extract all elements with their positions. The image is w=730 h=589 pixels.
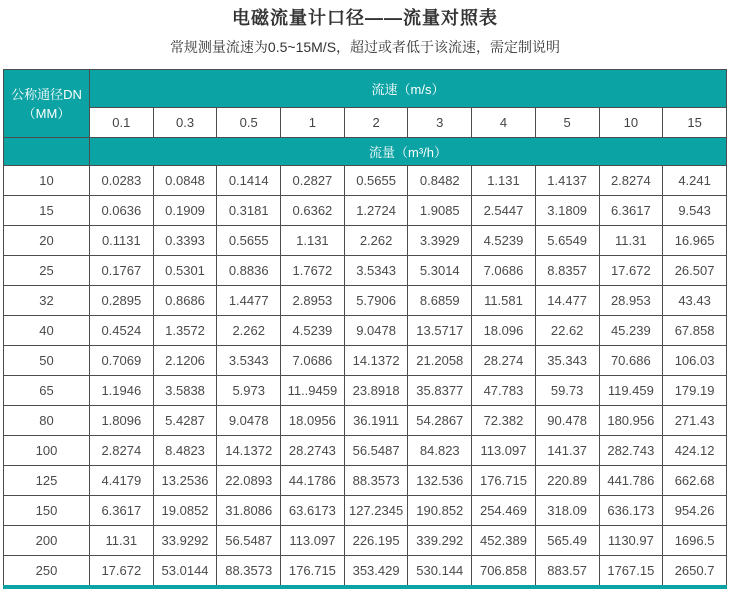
velocity-label-row — [4, 70, 727, 108]
flow-value-cell: 565.49 — [535, 526, 599, 556]
velocity-header-cell: 0.3 — [153, 108, 217, 138]
flow-value-cell: 179.19 — [663, 376, 727, 406]
flow-value-cell: 0.8836 — [217, 256, 281, 286]
flow-value-cell: 22.0893 — [217, 466, 281, 496]
flow-value-cell: 424.12 — [663, 436, 727, 466]
flow-value-cell: 3.1809 — [535, 196, 599, 226]
flow-value-cell: 14.1372 — [344, 346, 408, 376]
flow-value-cell: 5.973 — [217, 376, 281, 406]
flow-value-cell: 59.73 — [535, 376, 599, 406]
flow-value-cell: 954.26 — [663, 496, 727, 526]
flow-value-cell: 0.7069 — [90, 346, 154, 376]
flow-value-cell: 113.097 — [472, 436, 536, 466]
flow-value-cell: 0.6362 — [281, 196, 345, 226]
flow-value-cell: 2.262 — [344, 226, 408, 256]
flow-value-cell: 11.31 — [599, 226, 663, 256]
flow-value-cell: 1.4137 — [535, 166, 599, 196]
flow-value-cell: 28.274 — [472, 346, 536, 376]
flow-value-cell: 2.262 — [217, 316, 281, 346]
table-row — [4, 196, 727, 226]
flow-value-cell: 54.2867 — [408, 406, 472, 436]
flow-value-cell: 0.8686 — [153, 286, 217, 316]
dn-cell: 80 — [4, 406, 90, 436]
flow-value-cell: 119.459 — [599, 376, 663, 406]
table-row — [4, 526, 727, 556]
flow-value-cell: 180.956 — [599, 406, 663, 436]
flow-table-body — [4, 166, 727, 588]
flow-value-cell: 22.62 — [535, 316, 599, 346]
flow-value-cell: 44.1786 — [281, 466, 345, 496]
flow-value-cell: 7.0686 — [472, 256, 536, 286]
flow-value-cell: 18.096 — [472, 316, 536, 346]
flow-value-cell: 1.2724 — [344, 196, 408, 226]
flow-value-cell: 56.5487 — [217, 526, 281, 556]
flow-value-cell: 1.3572 — [153, 316, 217, 346]
flow-value-cell: 0.1414 — [217, 166, 281, 196]
flow-value-cell: 17.672 — [90, 556, 154, 588]
flow-value-cell: 2.8274 — [599, 166, 663, 196]
flow-value-cell: 2650.7 — [663, 556, 727, 588]
flow-value-cell: 0.8482 — [408, 166, 472, 196]
flow-value-cell: 2.8953 — [281, 286, 345, 316]
dn-cell: 250 — [4, 556, 90, 588]
flow-value-cell: 176.715 — [281, 556, 345, 588]
table-row — [4, 436, 727, 466]
dn-cell: 20 — [4, 226, 90, 256]
velocity-header-cell: 1 — [281, 108, 345, 138]
flow-value-cell: 28.953 — [599, 286, 663, 316]
flow-value-cell: 883.57 — [535, 556, 599, 588]
page-subtitle: 常规测量流速为0.5~15M/S，超过或者低于该流速，需定制说明 — [169, 39, 561, 55]
dn-cell: 15 — [4, 196, 90, 226]
flow-value-cell: 72.382 — [472, 406, 536, 436]
flow-value-cell: 33.9292 — [153, 526, 217, 556]
flow-value-cell: 6.3617 — [599, 196, 663, 226]
flow-value-cell: 88.3573 — [217, 556, 281, 588]
table-row — [4, 286, 727, 316]
flow-value-cell: 0.5655 — [217, 226, 281, 256]
flow-value-cell: 11.31 — [90, 526, 154, 556]
flow-value-cell: 282.743 — [599, 436, 663, 466]
flow-value-cell: 8.8357 — [535, 256, 599, 286]
table-row — [4, 226, 727, 256]
flow-value-cell: 11..9459 — [281, 376, 345, 406]
flow-value-cell: 452.389 — [472, 526, 536, 556]
flow-value-cell: 4.241 — [663, 166, 727, 196]
flow-value-cell: 254.469 — [472, 496, 536, 526]
table-row — [4, 256, 727, 286]
flow-value-cell: 141.37 — [535, 436, 599, 466]
page-title: 电磁流量计口径——流量对照表 — [232, 8, 498, 28]
flow-value-cell: 271.43 — [663, 406, 727, 436]
flow-value-cell: 9.0478 — [217, 406, 281, 436]
flow-value-cell: 0.1131 — [90, 226, 154, 256]
dn-cell: 65 — [4, 376, 90, 406]
flow-value-cell: 14.477 — [535, 286, 599, 316]
flow-value-cell: 441.786 — [599, 466, 663, 496]
flow-value-cell: 9.543 — [663, 196, 727, 226]
dn-cell: 150 — [4, 496, 90, 526]
flow-value-cell: 106.03 — [663, 346, 727, 376]
flow-value-cell: 353.429 — [344, 556, 408, 588]
flow-value-cell: 0.2895 — [90, 286, 154, 316]
flow-value-cell: 1.8096 — [90, 406, 154, 436]
flow-value-cell: 1696.5 — [663, 526, 727, 556]
flow-value-cell: 45.239 — [599, 316, 663, 346]
flow-value-cell: 84.823 — [408, 436, 472, 466]
corner-header-line2: （MM） — [22, 105, 71, 121]
table-row — [4, 346, 727, 376]
flow-value-cell: 1.1946 — [90, 376, 154, 406]
dn-cell: 200 — [4, 526, 90, 556]
corner-header-line1: 公称通径DN — [11, 86, 82, 102]
flow-value-cell: 21.2058 — [408, 346, 472, 376]
dn-cell: 50 — [4, 346, 90, 376]
flow-value-cell: 1.4477 — [217, 286, 281, 316]
flow-group-header: 流量（m³/h） — [90, 138, 727, 166]
dn-cell: 25 — [4, 256, 90, 286]
flow-value-cell: 127.2345 — [344, 496, 408, 526]
flow-value-cell: 11.581 — [472, 286, 536, 316]
velocity-header-cell: 10 — [599, 108, 663, 138]
flow-value-cell: 3.5343 — [344, 256, 408, 286]
velocity-header-cell: 15 — [663, 108, 727, 138]
table-row — [4, 406, 727, 436]
flow-value-cell: 36.1911 — [344, 406, 408, 436]
table-row — [4, 466, 727, 496]
dn-cell: 10 — [4, 166, 90, 196]
flow-label-spacer-cell — [4, 138, 90, 166]
flow-value-cell: 0.5301 — [153, 256, 217, 286]
flow-value-cell: 47.783 — [472, 376, 536, 406]
flow-value-cell: 0.0283 — [90, 166, 154, 196]
flow-value-cell: 26.507 — [663, 256, 727, 286]
velocity-header-cell: 4 — [472, 108, 536, 138]
flow-value-cell: 8.4823 — [153, 436, 217, 466]
flow-value-cell: 113.097 — [281, 526, 345, 556]
flow-value-cell: 53.0144 — [153, 556, 217, 588]
flow-value-cell: 5.4287 — [153, 406, 217, 436]
flow-value-cell: 7.0686 — [281, 346, 345, 376]
flow-value-cell: 636.173 — [599, 496, 663, 526]
flow-value-cell: 226.195 — [344, 526, 408, 556]
velocity-header-cell: 2 — [344, 108, 408, 138]
flow-value-cell: 14.1372 — [217, 436, 281, 466]
flow-value-cell: 339.292 — [408, 526, 472, 556]
flow-value-cell: 67.858 — [663, 316, 727, 346]
flow-value-cell: 8.6859 — [408, 286, 472, 316]
flow-value-cell: 3.5343 — [217, 346, 281, 376]
table-row — [4, 556, 727, 588]
flow-value-cell: 2.1206 — [153, 346, 217, 376]
flow-value-cell: 70.686 — [599, 346, 663, 376]
flow-value-cell: 706.858 — [472, 556, 536, 588]
flow-value-cell: 13.2536 — [153, 466, 217, 496]
velocity-header-cell: 5 — [535, 108, 599, 138]
flow-value-cell: 0.0848 — [153, 166, 217, 196]
flow-value-cell: 190.852 — [408, 496, 472, 526]
flow-value-cell: 1130.97 — [599, 526, 663, 556]
velocity-header-cell: 3 — [408, 108, 472, 138]
flow-value-cell: 176.715 — [472, 466, 536, 496]
flow-value-cell: 16.965 — [663, 226, 727, 256]
flow-value-cell: 3.3929 — [408, 226, 472, 256]
flow-value-cell: 1.131 — [281, 226, 345, 256]
flow-value-cell: 3.5838 — [153, 376, 217, 406]
table-row — [4, 166, 727, 196]
flow-value-cell: 43.43 — [663, 286, 727, 316]
table-row — [4, 376, 727, 406]
dn-cell: 40 — [4, 316, 90, 346]
corner-header-cell — [4, 70, 90, 138]
flow-value-cell: 35.343 — [535, 346, 599, 376]
flow-value-cell: 318.09 — [535, 496, 599, 526]
flow-value-cell: 2.5447 — [472, 196, 536, 226]
flow-value-cell: 56.5487 — [344, 436, 408, 466]
flow-value-cell: 2.8274 — [90, 436, 154, 466]
flow-value-cell: 0.1909 — [153, 196, 217, 226]
flow-value-cell: 31.8086 — [217, 496, 281, 526]
velocity-header-cell: 0.5 — [217, 108, 281, 138]
flow-value-cell: 18.0956 — [281, 406, 345, 436]
flow-value-cell: 13.5717 — [408, 316, 472, 346]
flow-value-cell: 1.7672 — [281, 256, 345, 286]
flow-value-cell: 1.131 — [472, 166, 536, 196]
flow-value-cell: 0.0636 — [90, 196, 154, 226]
dn-cell: 100 — [4, 436, 90, 466]
dn-cell: 125 — [4, 466, 90, 496]
flow-value-cell: 0.1767 — [90, 256, 154, 286]
flow-value-cell: 19.0852 — [153, 496, 217, 526]
flow-value-cell: 662.68 — [663, 466, 727, 496]
flow-value-cell: 17.672 — [599, 256, 663, 286]
flow-value-cell: 0.3393 — [153, 226, 217, 256]
flow-value-cell: 0.2827 — [281, 166, 345, 196]
table-row — [4, 316, 727, 346]
flow-value-cell: 5.6549 — [535, 226, 599, 256]
table-row — [4, 496, 727, 526]
flow-value-cell: 4.5239 — [281, 316, 345, 346]
flow-value-cell: 1.9085 — [408, 196, 472, 226]
flow-value-cell: 132.536 — [408, 466, 472, 496]
flow-value-cell: 5.7906 — [344, 286, 408, 316]
flow-value-cell: 88.3573 — [344, 466, 408, 496]
flow-value-cell: 220.89 — [535, 466, 599, 496]
flow-value-cell: 90.478 — [535, 406, 599, 436]
flow-value-cell: 0.4524 — [90, 316, 154, 346]
flow-value-cell: 1767.15 — [599, 556, 663, 588]
flow-value-cell: 9.0478 — [344, 316, 408, 346]
flow-value-cell: 530.144 — [408, 556, 472, 588]
flow-value-cell: 28.2743 — [281, 436, 345, 466]
dn-cell: 32 — [4, 286, 90, 316]
flow-label-row — [4, 138, 727, 166]
flow-comparison-table — [3, 69, 727, 589]
flow-value-cell: 0.3181 — [217, 196, 281, 226]
flow-value-cell: 23.8918 — [344, 376, 408, 406]
flow-value-cell: 0.5655 — [344, 166, 408, 196]
flow-value-cell: 4.4179 — [90, 466, 154, 496]
velocity-values-row — [4, 108, 727, 138]
velocity-group-header: 流速（m/s） — [90, 70, 727, 108]
flow-value-cell: 63.6173 — [281, 496, 345, 526]
velocity-header-cell: 0.1 — [90, 108, 154, 138]
flow-value-cell: 6.3617 — [90, 496, 154, 526]
flow-value-cell: 35.8377 — [408, 376, 472, 406]
flow-value-cell: 5.3014 — [408, 256, 472, 286]
flow-value-cell: 4.5239 — [472, 226, 536, 256]
